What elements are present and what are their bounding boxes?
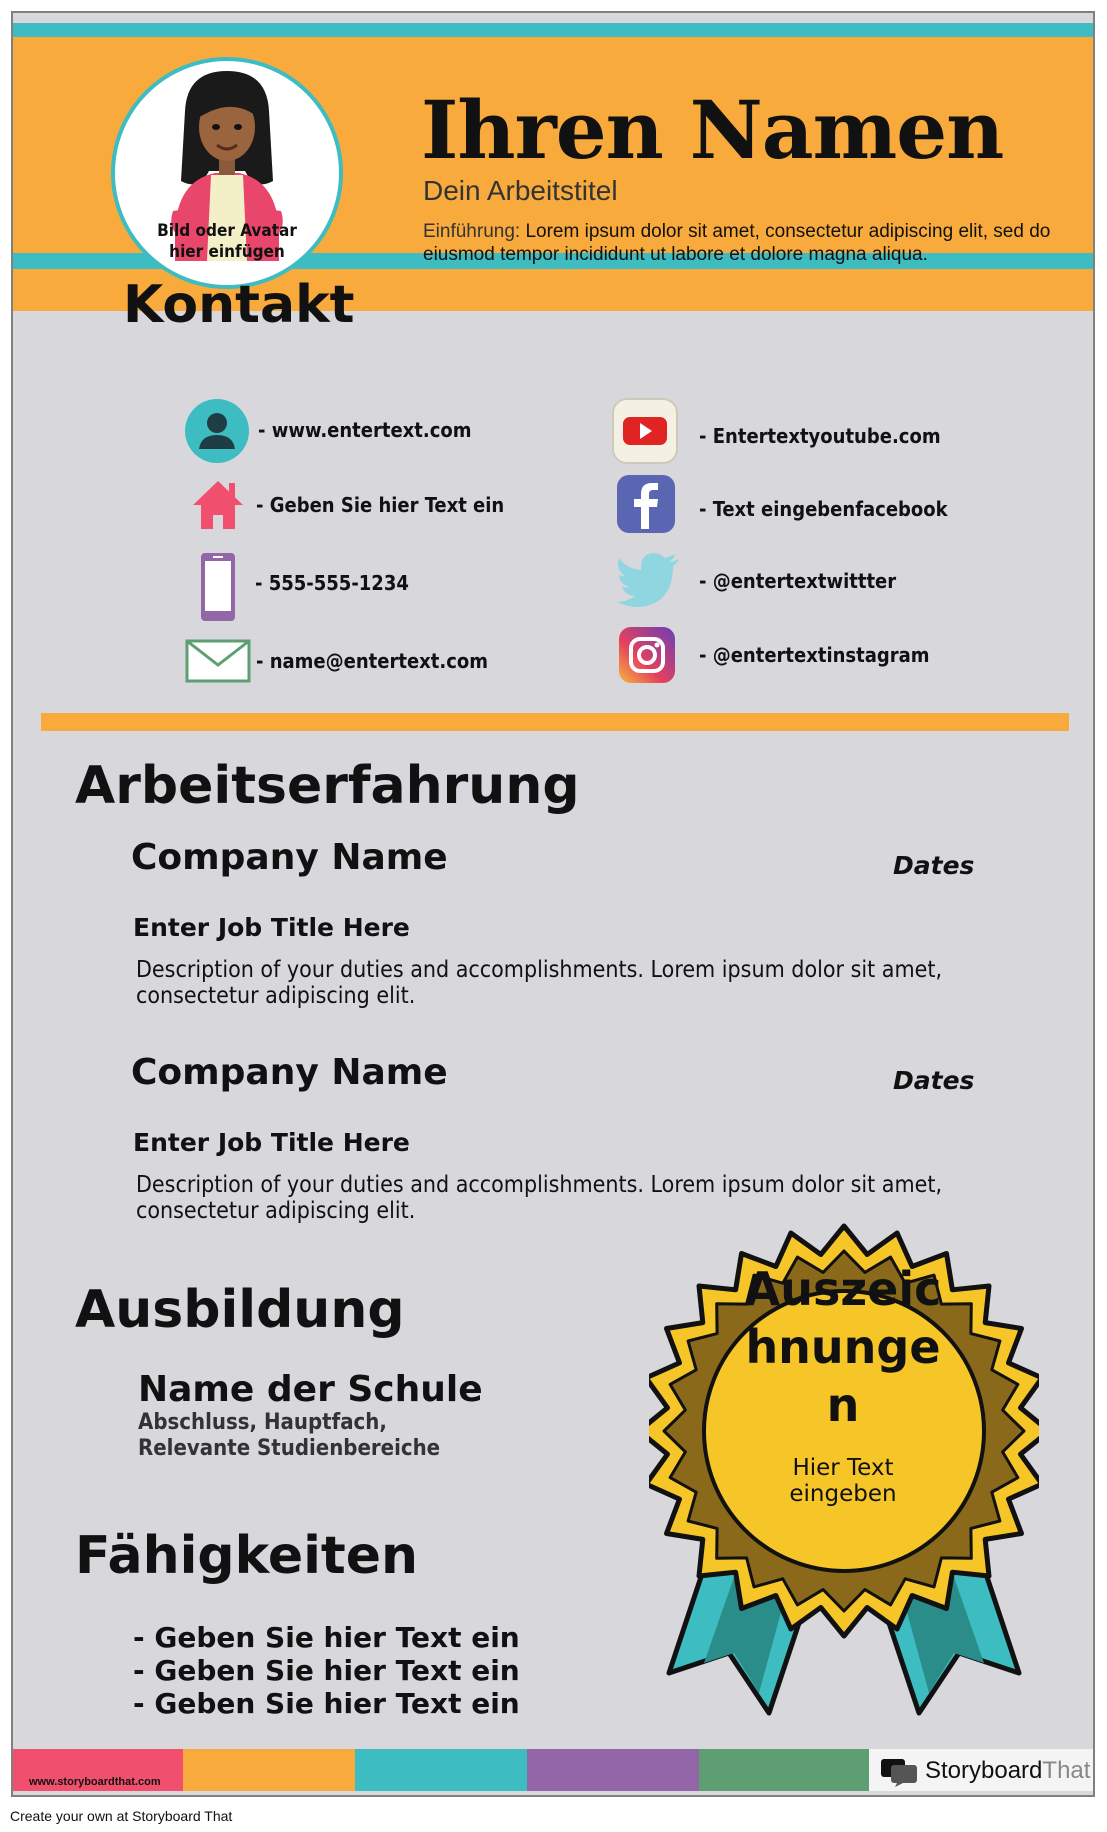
award-title-line: n bbox=[826, 1378, 860, 1432]
skill-item[interactable]: - Geben Sie hier Text ein bbox=[133, 1621, 520, 1654]
twitter-icon bbox=[615, 551, 681, 607]
company-name[interactable]: Company Name bbox=[131, 837, 448, 878]
header-banner bbox=[13, 23, 1093, 311]
youtube-icon bbox=[611, 397, 679, 465]
education-heading: Ausbildung bbox=[75, 1280, 405, 1340]
job-title[interactable]: Enter Job Title Here bbox=[133, 913, 410, 942]
award-text-line: Hier Text bbox=[792, 1455, 894, 1481]
award-text[interactable] bbox=[748, 1455, 938, 1507]
contact-email[interactable]: - name@entertext.com bbox=[256, 649, 488, 673]
award-title-line: hnunge bbox=[745, 1320, 941, 1374]
job-title[interactable]: Enter Job Title Here bbox=[133, 1128, 410, 1157]
footer-url[interactable]: www.storyboardthat.com bbox=[29, 1776, 161, 1788]
avatar-caption-line: hier einfügen bbox=[169, 242, 285, 262]
award-text-line: eingeben bbox=[789, 1481, 897, 1507]
facebook-icon bbox=[615, 473, 677, 535]
bottom-caption[interactable]: Create your own at Storyboard That bbox=[10, 1808, 233, 1824]
avatar-caption-line: Bild oder Avatar bbox=[157, 221, 297, 241]
person-icon bbox=[185, 399, 249, 463]
job-dates[interactable]: Dates bbox=[893, 851, 975, 880]
contact-address[interactable]: - Geben Sie hier Text ein bbox=[256, 493, 505, 517]
envelope-icon bbox=[185, 639, 251, 683]
footer-segment bbox=[699, 1749, 869, 1791]
education-detail-line: Abschluss, Hauptfach, bbox=[138, 1410, 387, 1435]
contact-heading: Kontakt bbox=[123, 275, 355, 335]
job-dates[interactable]: Dates bbox=[893, 1066, 975, 1095]
home-icon bbox=[191, 477, 245, 531]
skills-heading: Fähigkeiten bbox=[75, 1526, 419, 1586]
contact-youtube[interactable]: - Entertextyoutube.com bbox=[699, 424, 941, 448]
skills-list bbox=[133, 1621, 520, 1720]
education-detail-line: Relevante Studienbereiche bbox=[138, 1436, 441, 1461]
footer-segment bbox=[355, 1749, 527, 1791]
contact-facebook[interactable]: - Text eingebenfacebook bbox=[699, 497, 948, 521]
resume-name[interactable]: Ihren Namen bbox=[421, 83, 1004, 177]
brand-storyboard: Storyboard bbox=[925, 1757, 1043, 1784]
phone-icon bbox=[199, 551, 237, 623]
award-title-line: Auszeic bbox=[744, 1262, 942, 1316]
contact-phone[interactable]: - 555-555-1234 bbox=[255, 571, 409, 595]
school-name[interactable]: Name der Schule bbox=[138, 1369, 483, 1410]
company-name[interactable]: Company Name bbox=[131, 1052, 448, 1093]
footer-segment bbox=[183, 1749, 355, 1791]
intro-label: Einführung: bbox=[423, 221, 521, 242]
footer-segment bbox=[527, 1749, 699, 1791]
avatar-caption bbox=[115, 221, 339, 263]
storyboardthat-logo[interactable] bbox=[881, 1757, 1091, 1787]
job-description[interactable]: Description of your duties and accomplishments. Lorem ipsum dolor sit amet, consectetur adipiscing elit. bbox=[136, 1172, 943, 1224]
contact-instagram[interactable]: - @entertextinstagram bbox=[699, 643, 930, 667]
contact-twitter[interactable]: - @entertextwittter bbox=[699, 569, 897, 593]
instagram-icon bbox=[617, 625, 677, 685]
resume-job-title[interactable]: Dein Arbeitstitel bbox=[423, 175, 618, 206]
resume-intro[interactable] bbox=[423, 220, 1063, 266]
brand-that: That bbox=[1042, 1757, 1091, 1784]
skill-item[interactable]: - Geben Sie hier Text ein bbox=[133, 1687, 520, 1720]
award-title[interactable] bbox=[728, 1260, 958, 1434]
experience-heading: Arbeitserfahrung bbox=[75, 756, 580, 816]
intro-text: Lorem ipsum dolor sit amet, consectetur adipiscing elit, sed do eiusmod tempor incididunt ut labore et dolore magna aliqua. bbox=[423, 221, 1051, 265]
header-top-stripe bbox=[13, 23, 1093, 37]
education-details[interactable] bbox=[138, 1410, 440, 1462]
avatar[interactable] bbox=[111, 57, 343, 289]
job-description[interactable]: Description of your duties and accomplishments. Lorem ipsum dolor sit amet, consectetur adipiscing elit. bbox=[136, 957, 943, 1009]
resume-poster bbox=[11, 11, 1095, 1797]
speech-bubble-icon bbox=[881, 1759, 919, 1787]
contact-website[interactable]: - www.entertext.com bbox=[258, 418, 472, 442]
skill-item[interactable]: - Geben Sie hier Text ein bbox=[133, 1654, 520, 1687]
section-divider bbox=[41, 713, 1069, 731]
brand-text bbox=[925, 1757, 1090, 1785]
